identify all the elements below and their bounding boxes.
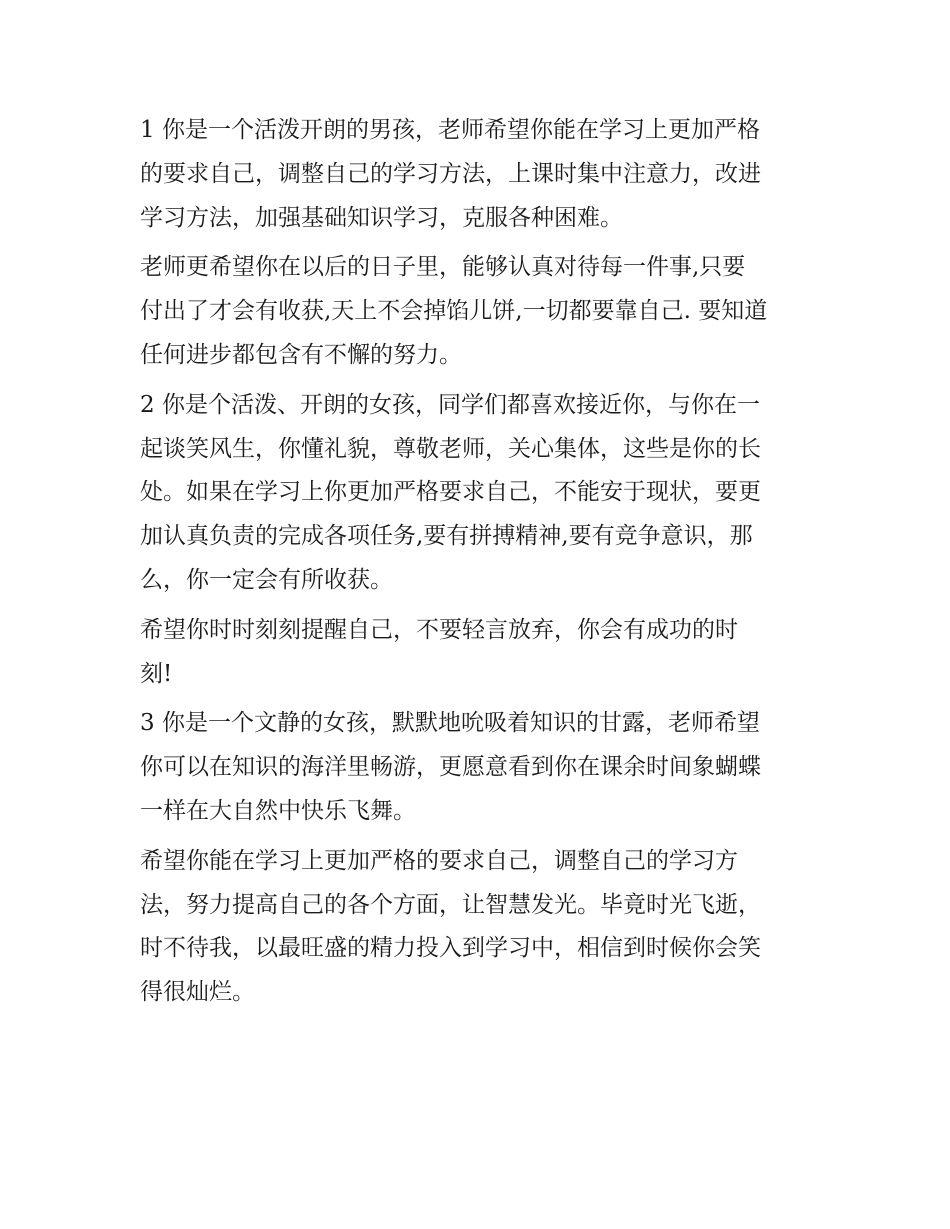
text-line: 你可以在知识的海洋里畅游，更愿意看到你在课余时间象蝴蝶 bbox=[140, 754, 761, 781]
paragraph-comment-3-continued bbox=[140, 840, 820, 1015]
text-line: 一样在大自然中快乐飞舞。 bbox=[140, 797, 416, 824]
text-line: 学习方法，加强基础知识学习，克服各种困难。 bbox=[140, 204, 623, 231]
text-line: 付出了才会有收获,天上不会掉馅儿饼,一切都要靠自己. 要知道 bbox=[140, 298, 768, 325]
text-line: 加认真负责的完成各项任务,要有拼搏精神,要有竞争意识，那 bbox=[140, 523, 753, 550]
document-body bbox=[140, 109, 820, 1021]
paragraph-comment-2 bbox=[140, 384, 820, 603]
text-line: 时不待我，以最旺盛的精力投入到学习中，相信到时候你会笑 bbox=[140, 935, 761, 962]
text-line: 老师更希望你在以后的日子里，能够认真对待每一件事,只要 bbox=[140, 254, 746, 281]
text-line: 起谈笑风生，你懂礼貌，尊敬老师，关心集体，这些是你的长 bbox=[140, 435, 761, 462]
text-line: 任何进步都包含有不懈的努力。 bbox=[140, 341, 462, 368]
text-line: 处。如果在学习上你更加严格要求自己，不能安于现状，要更 bbox=[140, 479, 761, 506]
paragraph-comment-3 bbox=[140, 702, 820, 833]
text-line: 法，努力提高自己的各个方面，让智慧发光。毕竟时光飞逝， bbox=[140, 891, 761, 918]
text-line: 1 你是一个活泼开朗的男孩，老师希望你能在学习上更加严格 bbox=[140, 117, 760, 143]
text-line: 2 你是个活泼、开朗的女孩，同学们都喜欢接近你，与你在一 bbox=[140, 391, 760, 418]
text-line: 么，你一定会有所收获。 bbox=[140, 566, 393, 593]
paragraph-comment-1-continued bbox=[140, 246, 820, 377]
text-line: 3 你是一个文静的女孩，默默地吮吸着知识的甘露，老师希望 bbox=[140, 710, 760, 737]
paragraph-comment-2-continued bbox=[140, 609, 820, 697]
text-line: 希望你能在学习上更加严格的要求自己，调整自己的学习方 bbox=[140, 847, 738, 874]
text-line: 希望你时时刻刻提醒自己，不要轻言放弃，你会有成功的时 bbox=[140, 616, 738, 643]
text-line: 得很灿烂。 bbox=[140, 979, 255, 1006]
paragraph-comment-1 bbox=[140, 109, 820, 240]
text-line: 刻! bbox=[140, 660, 173, 687]
text-line: 的要求自己，调整自己的学习方法，上课时集中注意力，改进 bbox=[140, 160, 761, 187]
